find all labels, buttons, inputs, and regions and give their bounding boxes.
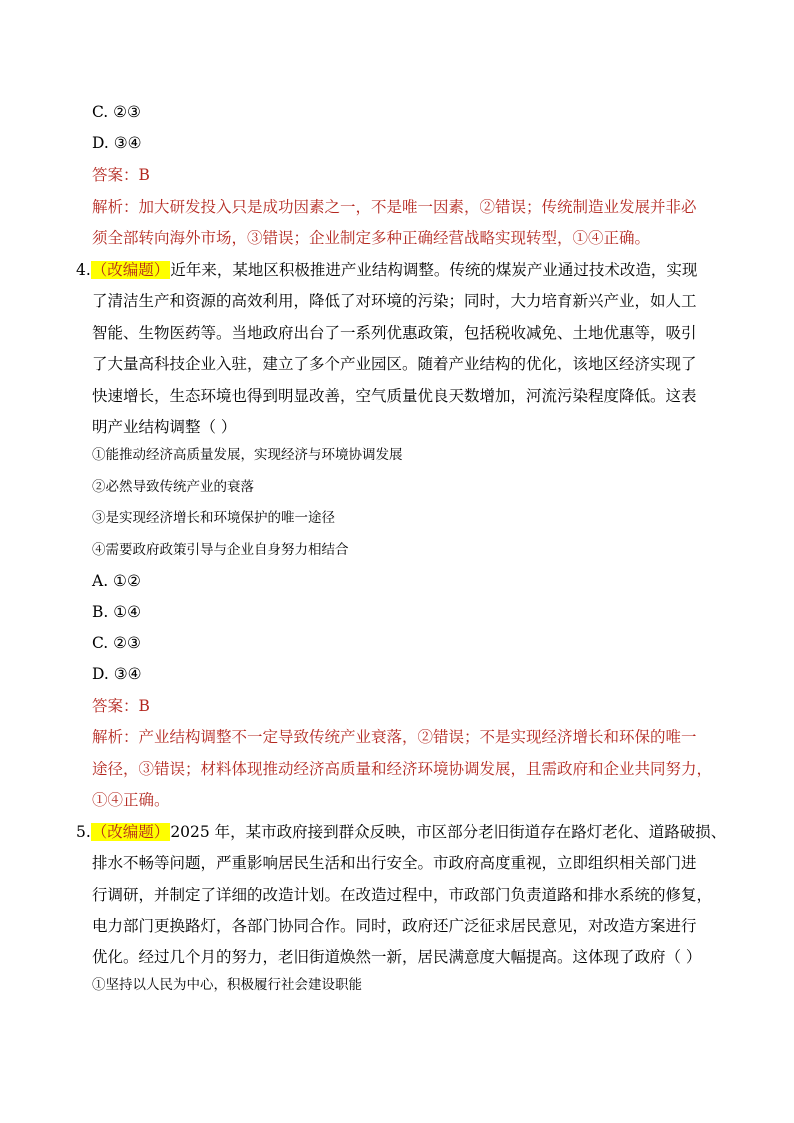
q4-statement-3: ③是实现经济增长和环境保护的唯一途径 xyxy=(92,510,335,526)
q4-analysis-line-1: 解析：产业结构调整不一定导致传统产业衰落，②错误；不是实现经济增长和环保的唯一 xyxy=(92,728,697,746)
q4-analysis-line-2: 途径，③错误；材料体现推动经济高质量和经济环境协调发展，且需政府和企业共同努力， xyxy=(92,760,713,778)
q4-stem-line-2: 了清洁生产和资源的高效利用，降低了对环境的污染；同时，大力培育新兴产业，如人工 xyxy=(92,292,697,310)
q4-option-b: B. ①④ xyxy=(92,603,142,621)
q4-option-d: D. ③④ xyxy=(92,665,142,683)
q4-first-line xyxy=(76,259,697,281)
q4-option-a: A. ①② xyxy=(92,572,141,590)
q4-answer: 答案：B xyxy=(92,697,150,715)
q4-option-c: C. ②③ xyxy=(92,634,141,652)
q3-option-c: C. ②③ xyxy=(92,103,141,121)
q5-stem-line-1: 2025 年，某市政府接到群众反映，市区部分老旧街道存在路灯老化、道路破损、 xyxy=(170,823,727,841)
q3-analysis-line-1: 解析：加大研发投入只是成功因素之一，不是唯一因素，②错误；传统制造业发展并非必 xyxy=(92,198,697,216)
q4-number: 4. xyxy=(76,261,91,279)
q4-statement-4: ④需要政府政策引导与企业自身努力相结合 xyxy=(92,542,349,558)
q5-number: 5. xyxy=(76,823,91,841)
q3-option-d: D. ③④ xyxy=(92,134,142,152)
q3-answer: 答案：B xyxy=(92,166,150,184)
q3-analysis-line-2: 须全部转向海外市场，③错误；企业制定多种正确经营战略实现转型，①④正确。 xyxy=(92,229,651,247)
q5-stem-line-4: 电力部门更换路灯，各部门协同合作。同时，政府还广泛征求居民意见，对改造方案进行 xyxy=(92,917,697,935)
q5-first-line xyxy=(76,821,726,843)
q4-tag: （改编题） xyxy=(91,261,170,279)
q4-stem-line-1: 近年来，某地区积极推进产业结构调整。传统的煤炭产业通过技术改造，实现 xyxy=(170,261,698,279)
q4-stem-line-3: 智能、生物医药等。当地政府出台了一系列优惠政策，包括税收减免、土地优惠等，吸引 xyxy=(92,324,697,342)
q5-stem-line-3: 行调研，并制定了详细的改造计划。在改造过程中，市政部门负责道路和排水系统的修复， xyxy=(92,886,713,904)
q5-tag: （改编题） xyxy=(91,823,170,841)
q5-stem-line-5: 优化。经过几个月的努力，老旧街道焕然一新，居民满意度大幅提高。这体现了政府（ ） xyxy=(92,948,702,966)
q4-stem-line-5: 快速增长，生态环境也得到明显改善，空气质量优良天数增加，河流污染程度降低。这表 xyxy=(92,387,697,405)
q5-stem-line-2: 排水不畅等问题，严重影响居民生活和出行安全。市政府高度重视，立即组织相关部门进 xyxy=(92,854,697,872)
q4-statement-1: ①能推动经济高质量发展，实现经济与环境协调发展 xyxy=(92,447,403,463)
q4-statement-2: ②必然导致传统产业的衰落 xyxy=(92,479,254,495)
q4-analysis-line-3: ①④正确。 xyxy=(92,791,170,809)
q5-statement-1: ①坚持以人民为中心，积极履行社会建设职能 xyxy=(92,977,362,993)
q4-stem-line-6: 明产业结构调整（ ） xyxy=(92,418,237,436)
q4-stem-line-4: 了大量高科技企业入驻，建立了多个产业园区。随着产业结构的优化，该地区经济实现了 xyxy=(92,355,697,373)
